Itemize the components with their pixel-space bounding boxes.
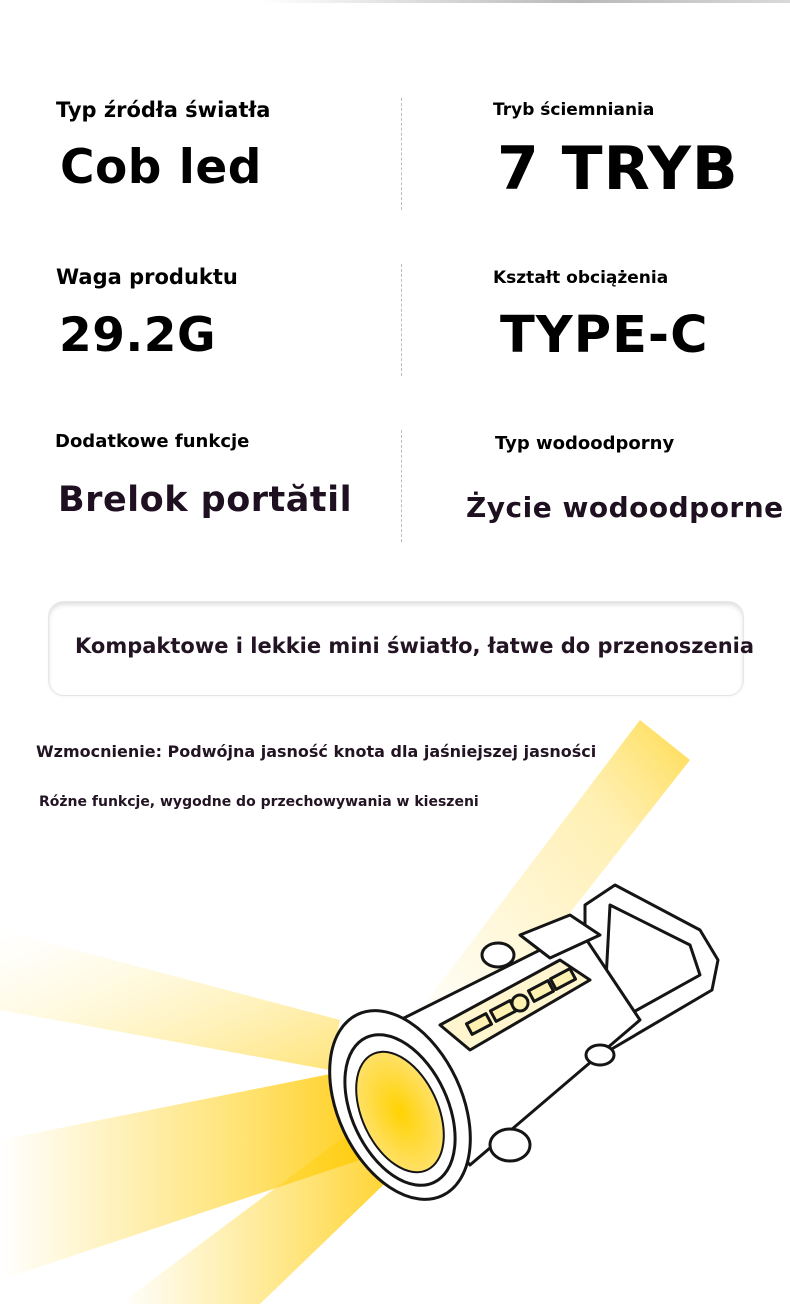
spec-value-waterproof-type: Życie wodoodporne xyxy=(466,491,784,524)
feature-banner xyxy=(48,601,755,696)
spec-label-weight: Waga produktu xyxy=(56,265,238,289)
spec-value-light-source: Cob led xyxy=(60,140,262,195)
spec-label-light-source: Typ źródła światła xyxy=(56,98,271,122)
spec-value-charging-type: TYPE-C xyxy=(500,306,709,365)
spec-label-extra-functions: Dodatkowe funkcje xyxy=(55,431,250,452)
column-divider xyxy=(401,264,402,376)
spec-label-dimming-mode: Tryb ściemniania xyxy=(493,100,655,120)
keychain-flashlight-icon xyxy=(0,700,790,1304)
top-gradient-line xyxy=(260,0,790,3)
spec-value-extra-functions: Brelok portătil xyxy=(58,480,353,520)
feature-line: Wzmocnienie: Podwójna jasność knota dla jaśniejszej jasności xyxy=(36,742,597,761)
feature-line: Różne funkcje, wygodne do przechowywania w kieszeni xyxy=(39,794,479,810)
spec-label-charging-type: Kształt obciążenia xyxy=(493,268,669,288)
light-beam xyxy=(0,930,340,1070)
column-divider xyxy=(401,430,402,542)
column-divider xyxy=(401,98,402,210)
spec-value-weight: 29.2G xyxy=(59,308,217,363)
spec-label-waterproof-type: Typ wodoodporny xyxy=(495,433,675,454)
banner-text: Kompaktowe i lekkie mini światło, łatwe do przenoszenia xyxy=(75,634,755,658)
spec-value-dimming-mode: 7 TRYB xyxy=(497,134,739,204)
